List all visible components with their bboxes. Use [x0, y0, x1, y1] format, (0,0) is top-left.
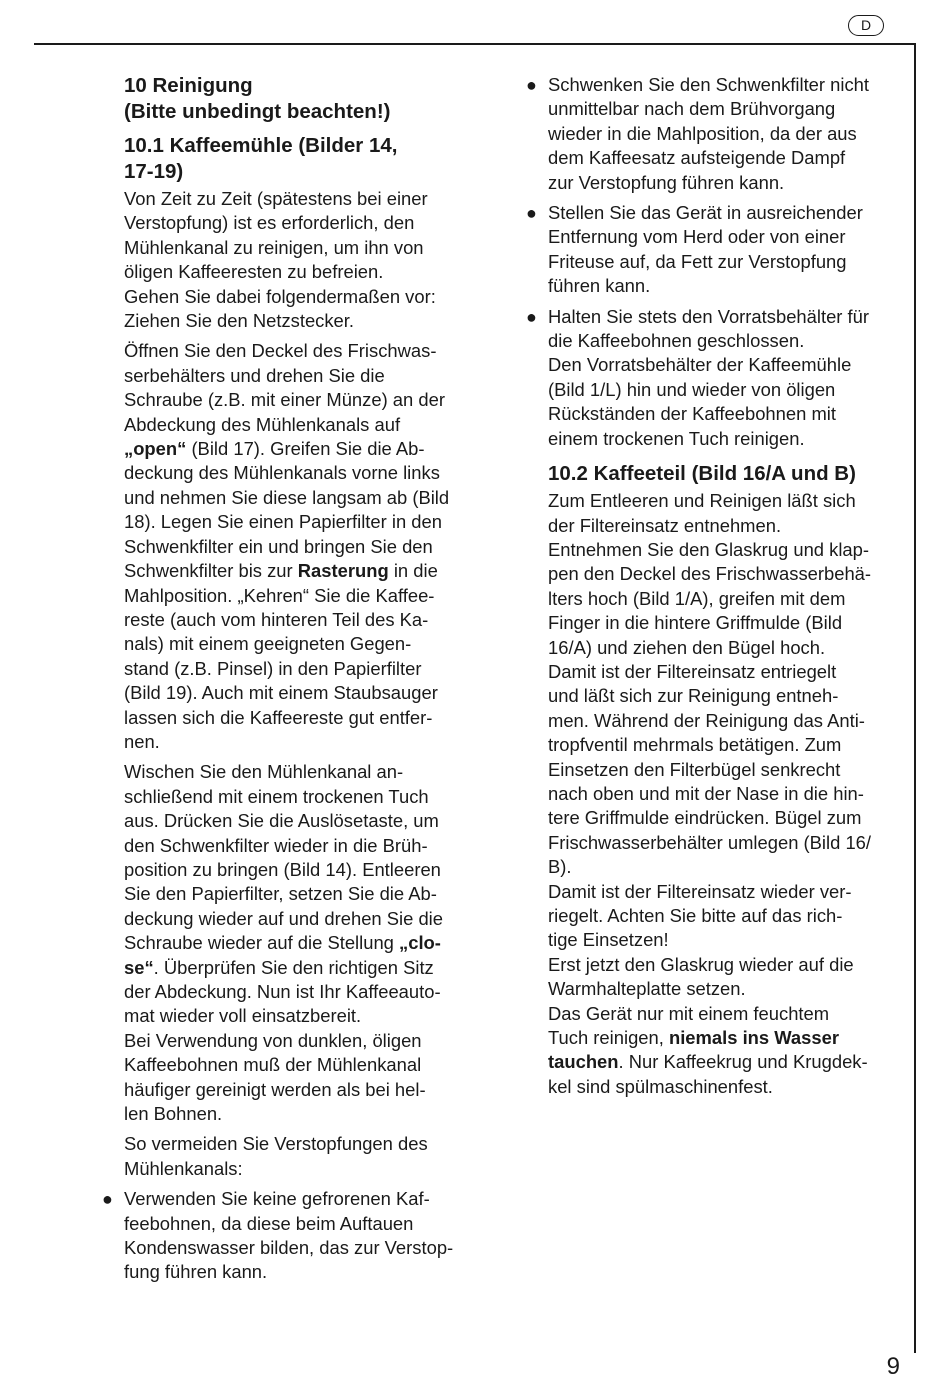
text-line — [124, 437, 476, 461]
paragraph-intro — [124, 187, 476, 333]
text-line: stand (z.B. Pinsel) in den Papierfilter — [124, 657, 422, 679]
language-badge: D — [848, 15, 884, 36]
text-line: öligen Kaffeeresten zu befreien. — [124, 261, 384, 283]
text-line: Zum Entleeren und Reinigen läßt sich — [548, 490, 856, 512]
left-column — [102, 73, 476, 1291]
text-line: kel sind spülmaschinenfest. — [548, 1075, 773, 1097]
text-line: So vermeiden Sie Verstopfungen des — [124, 1133, 428, 1155]
text-line: die Kaffeebohnen geschlossen. — [548, 330, 805, 352]
text-line — [124, 559, 476, 583]
text-line: Warmhalteplatte setzen. — [548, 978, 746, 1000]
bullet-icon: ● — [526, 75, 537, 95]
text-line: Öffnen Sie den Deckel des Frischwas- — [124, 340, 437, 362]
text-line: (Bild 19). Auch mit einem Staubsauger — [124, 682, 438, 704]
section-title-line: 10 Reinigung — [124, 74, 253, 97]
text-line: und nehmen Sie diese langsam ab (Bild — [124, 486, 450, 508]
text-line: 16/A) und ziehen den Bügel hoch. — [548, 636, 826, 658]
bold-term: tauchen — [548, 1051, 619, 1073]
subsection-heading: 10.2 Kaffeeteil (Bild 16/A und B) — [548, 462, 856, 486]
text-fragment: in die — [388, 560, 438, 582]
text-line: schließend mit einem trockenen Tuch — [124, 785, 429, 807]
text-line: tropfventil mehrmals betätigen. Zum — [548, 734, 842, 756]
text-line: Damit ist der Filtereinsatz entriegelt — [548, 660, 837, 682]
text-line: Erst jetzt den Glaskrug wieder auf die — [548, 953, 854, 975]
text-line: aus. Drücken Sie die Auslösetaste, um — [124, 810, 439, 832]
text-fragment: Schwenkfilter bis zur — [124, 560, 298, 582]
text-line: position zu bringen (Bild 14). Entleeren — [124, 858, 441, 880]
text-line: führen kann. — [548, 275, 651, 297]
text-line: feebohnen, da diese beim Auftauen — [124, 1212, 414, 1234]
text-line: 18). Legen Sie einen Papierfilter in den — [124, 511, 442, 533]
bullet-item — [526, 305, 900, 451]
text-line: tige Einsetzen! — [548, 929, 669, 951]
text-line: Halten Sie stets den Vorratsbehälter für — [548, 305, 869, 327]
bold-term: se“ — [124, 956, 154, 978]
text-line: Schwenken Sie den Schwenkfilter nicht — [548, 74, 869, 95]
text-line: einem trockenen Tuch reinigen. — [548, 427, 805, 449]
text-line: lassen sich die Kaffeereste gut entfer- — [124, 706, 433, 728]
text-line: Verstopfung) ist es erforderlich, den — [124, 212, 415, 234]
text-line: Gehen Sie dabei folgendermaßen vor: — [124, 285, 436, 307]
text-line: Schraube (z.B. mit einer Münze) an der — [124, 389, 445, 411]
text-line: häufiger gereinigt werden als bei hel- — [124, 1078, 426, 1100]
text-fragment: Tuch reinigen, — [548, 1027, 669, 1049]
text-line — [124, 931, 476, 955]
bullet-item — [526, 73, 900, 195]
page-number: 9 — [886, 1353, 900, 1380]
text-line: pen den Deckel des Frischwasserbehä- — [548, 563, 872, 585]
bullet-icon: ● — [526, 203, 537, 224]
text-line: wieder in die Mahlposition, da der aus — [548, 122, 857, 144]
text-fragment: . Nur Kaffeekrug und Krugdek- — [618, 1051, 868, 1073]
text-line — [548, 1050, 900, 1074]
right-column — [526, 73, 900, 1105]
text-line: Rückständen der Kaffeebohnen mit — [548, 403, 836, 425]
text-line: Verwenden Sie keine gefrorenen Kaf- — [124, 1188, 430, 1210]
text-line: deckung wieder auf und drehen Sie die — [124, 907, 443, 929]
text-line: Von Zeit zu Zeit (spätestens bei einer — [124, 188, 428, 209]
text-line: serbehälters und drehen Sie die — [124, 364, 385, 386]
text-line: lters hoch (Bild 1/A), greifen mit dem — [548, 587, 846, 609]
text-line: zur Verstopfung führen kann. — [548, 171, 785, 193]
text-line: Den Vorratsbehälter der Kaffeemühle — [548, 354, 852, 376]
text-line: Frischwasserbehälter umlegen (Bild 16/ — [548, 831, 872, 853]
text-line: Entnehmen Sie den Glaskrug und klap- — [548, 538, 870, 560]
bullet-item — [102, 1187, 476, 1285]
paragraph-prevention — [124, 1132, 476, 1181]
text-line: Mühlenkanals: — [124, 1157, 243, 1179]
text-line: Finger in die hintere Griffmulde (Bild — [548, 612, 843, 634]
section-heading — [124, 73, 476, 125]
text-line: deckung des Mühlenkanals vorne links — [124, 462, 440, 484]
text-line: Entfernung vom Herd oder von einer — [548, 226, 846, 248]
text-fragment: (Bild 17). Greifen Sie die Ab- — [186, 438, 425, 460]
text-line: men. Während der Reinigung das Anti- — [548, 709, 865, 731]
text-line — [548, 1026, 900, 1050]
text-line: der Abdeckung. Nun ist Ihr Kaffeeauto- — [124, 981, 441, 1002]
text-line: Friteuse auf, da Fett zur Verstopfung — [548, 250, 847, 272]
subsection-title-line: 10.1 Kaffeemühle (Bilder 14, — [124, 134, 398, 157]
text-line: Bei Verwendung von dunklen, öligen — [124, 1029, 422, 1051]
bullet-item — [526, 201, 900, 299]
text-line: Einsetzen den Filterbügel senkrecht — [548, 758, 841, 780]
subsection-heading — [124, 133, 476, 185]
text-fragment: Schraube wieder auf die Stellung — [124, 932, 400, 954]
text-line: nals) mit einem geeigneten Gegen- — [124, 633, 412, 655]
text-fragment: . Überprüfen Sie den richtigen Sitz — [153, 956, 434, 978]
bullet-icon: ● — [102, 1189, 113, 1210]
paragraph-instructions — [124, 339, 476, 754]
text-line: Schwenkfilter ein und bringen Sie den — [124, 535, 433, 557]
text-line: den Schwenkfilter wieder in die Brüh- — [124, 834, 428, 856]
text-line: der Filtereinsatz entnehmen. — [548, 514, 782, 536]
text-line: riegelt. Achten Sie bitte auf das rich- — [548, 905, 843, 926]
right-margin-rule — [914, 43, 916, 1353]
text-line — [124, 956, 476, 980]
text-line: nen. — [124, 730, 160, 752]
text-line: len Bohnen. — [124, 1103, 223, 1125]
text-line: dem Kaffeesatz aufsteigende Dampf — [548, 147, 846, 169]
text-line: Wischen Sie den Mühlenkanal an- — [124, 761, 404, 783]
text-line: mat wieder voll einsatzbereit. — [124, 1005, 362, 1027]
text-line: Abdeckung des Mühlenkanals auf — [124, 413, 401, 435]
header-rule — [34, 43, 916, 45]
text-line: Das Gerät nur mit einem feuchtem — [548, 1002, 830, 1024]
text-line: Kaffeebohnen muß der Mühlenkanal — [124, 1054, 422, 1076]
subsection-title-line: 17-19) — [124, 160, 184, 183]
text-line: B). — [548, 856, 572, 878]
paragraph-finish — [124, 760, 476, 1126]
bold-term: Rasterung — [297, 560, 389, 582]
text-line: tere Griffmulde eindrücken. Bügel zum — [548, 807, 862, 829]
bold-term: „open“ — [124, 438, 187, 460]
text-line: fung führen kann. — [124, 1261, 268, 1283]
bold-term: „clo- — [399, 932, 441, 954]
text-line: reste (auch vom hinteren Teil des Ka- — [124, 608, 429, 630]
text-line: Stellen Sie das Gerät in ausreichender — [548, 202, 863, 224]
text-line: unmittelbar nach dem Brühvorgang — [548, 98, 836, 120]
section-title-line: (Bitte unbedingt beachten!) — [124, 100, 391, 123]
text-line: Sie den Papierfilter, setzen Sie die Ab- — [124, 883, 437, 905]
text-line: nach oben und mit der Nase in die hin- — [548, 782, 864, 804]
bold-term: niemals ins Wasser — [668, 1027, 839, 1049]
text-line: Ziehen Sie den Netzstecker. — [124, 310, 355, 332]
text-line: und läßt sich zur Reinigung entneh- — [548, 685, 839, 707]
bullet-icon: ● — [526, 306, 537, 327]
paragraph-coffee-part — [548, 489, 900, 1099]
text-line: (Bild 1/L) hin und wieder von öligen — [548, 378, 836, 400]
text-line: Mahlposition. „Kehren“ Sie die Kaffee- — [124, 584, 435, 606]
text-line: Kondenswasser bilden, das zur Verstop- — [124, 1237, 454, 1259]
text-line: Mühlenkanal zu reinigen, um ihn von — [124, 236, 424, 258]
text-line: Damit ist der Filtereinsatz wieder ver- — [548, 880, 852, 902]
